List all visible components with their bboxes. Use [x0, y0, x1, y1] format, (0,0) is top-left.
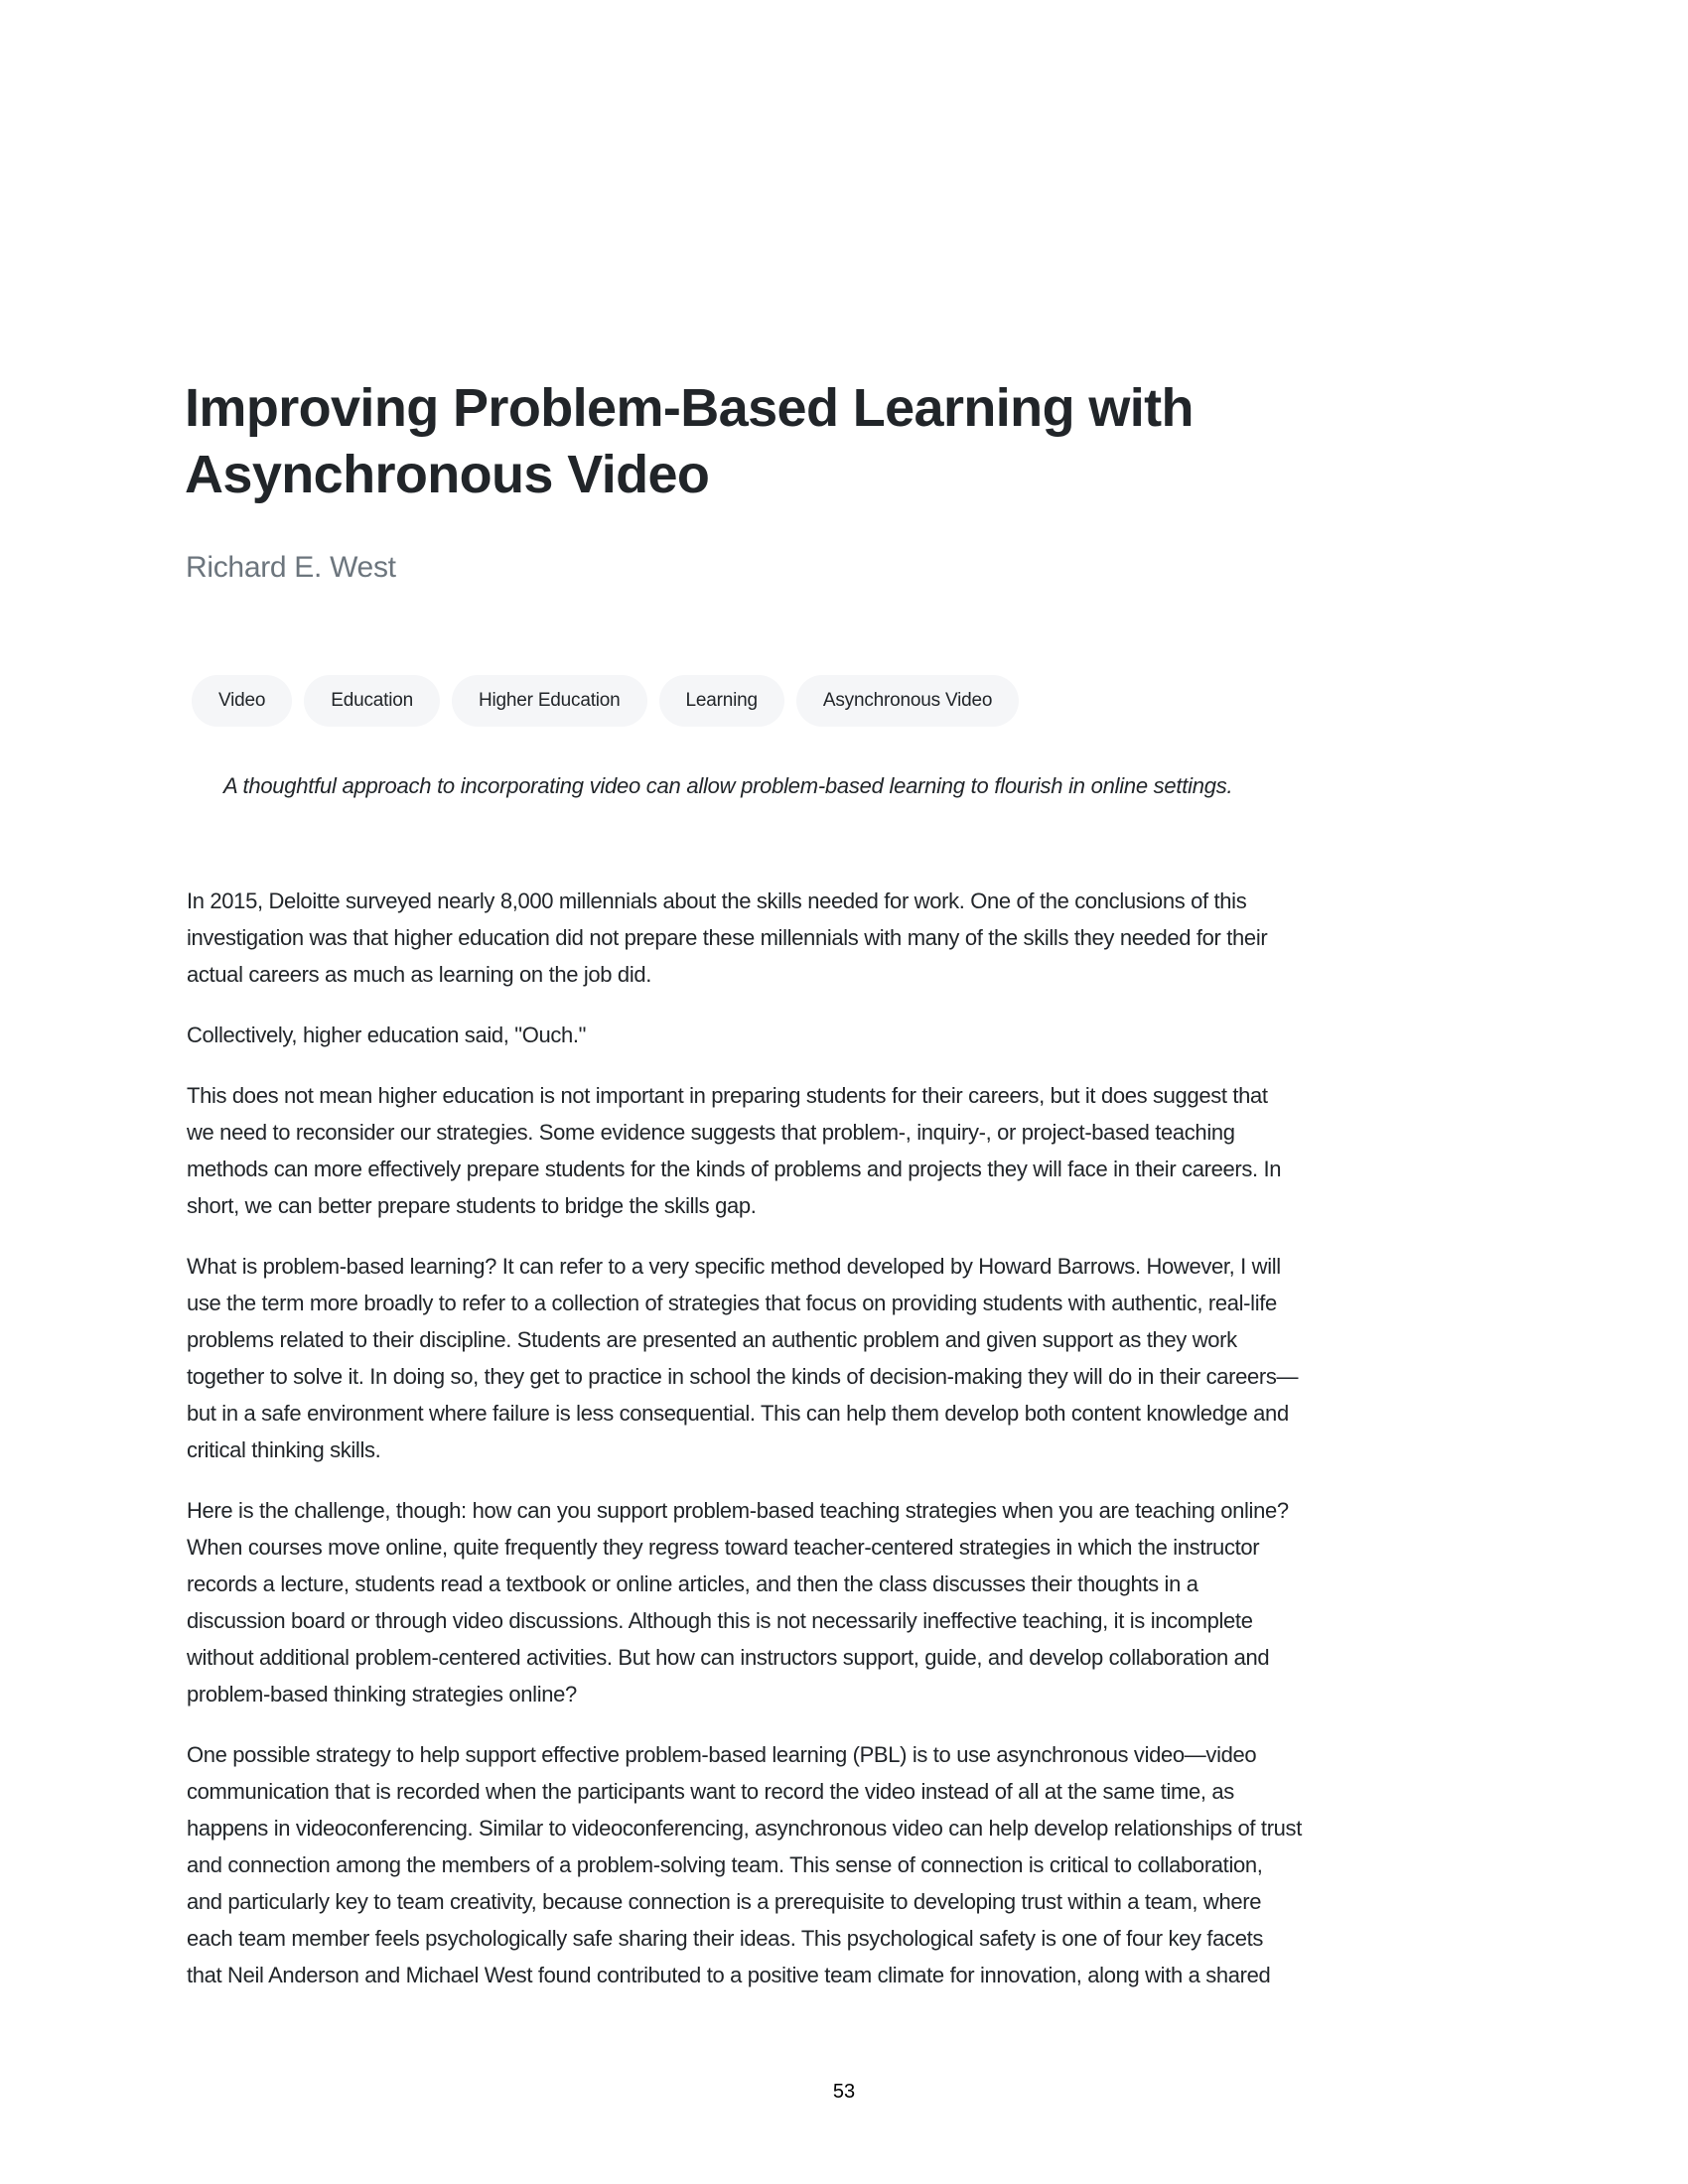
text-line: investigation was that higher education did not prepare these millennials with many of the skills they needed for their — [187, 925, 1268, 950]
tag-video[interactable]: Video — [192, 675, 292, 727]
text-line: use the term more broadly to refer to a collection of strategies that focus on providing students with authentic, real-life — [187, 1291, 1277, 1315]
text-line: records a lecture, students read a textbook or online articles, and then the class discusses their thoughts in a — [187, 1571, 1198, 1596]
text-line: When courses move online, quite frequently they regress toward teacher-centered strategies in which the instructor — [187, 1535, 1260, 1560]
text-line: and particularly key to team creativity, because connection is a prerequisite to developing trust within a team, where — [187, 1889, 1262, 1914]
article-body — [187, 883, 1517, 2017]
text-line: Collectively, higher education said, "Ouch." — [187, 1023, 587, 1047]
text-line: One possible strategy to help support effective problem-based learning (PBL) is to use asynchronous video—video — [187, 1742, 1257, 1767]
article-lead: A thoughtful approach to incorporating video can allow problem-based learning to flourish in online settings. — [223, 773, 1233, 798]
body-paragraph — [187, 1017, 1517, 1053]
tag-higher-education[interactable]: Higher Education — [452, 675, 647, 727]
article-title-line: Improving Problem-Based Learning with — [185, 378, 1194, 438]
body-paragraph — [187, 1077, 1517, 1224]
text-line: but in a safe environment where failure is less consequential. This can help them develop both content knowledge and — [187, 1401, 1289, 1426]
text-line: each team member feels psychologically safe sharing their ideas. This psychological safety is one of four key facets — [187, 1926, 1264, 1951]
page-number: 53 — [832, 2081, 856, 2103]
text-line: that Neil Anderson and Michael West found contributed to a positive team climate for innovation, along with a shared — [187, 1963, 1271, 1987]
text-line: problem-based thinking strategies online? — [187, 1682, 577, 1706]
text-line: discussion board or through video discussions. Although this is not necessarily ineffective teaching, it is incomplete — [187, 1608, 1253, 1633]
text-line: critical thinking skills. — [187, 1437, 381, 1462]
text-line: without additional problem-centered activities. But how can instructors support, guide, and develop collaboration and — [187, 1645, 1270, 1670]
body-paragraph — [187, 883, 1517, 993]
text-line: together to solve it. In doing so, they get to practice in school the kinds of decision-making they will do in their careers— — [187, 1364, 1299, 1389]
text-line: methods can more effectively prepare students for the kinds of problems and projects they will face in their careers. In — [187, 1157, 1282, 1181]
tag-learning[interactable]: Learning — [659, 675, 784, 727]
text-line: and connection among the members of a problem-solving team. This sense of connection is critical to collaboration, — [187, 1852, 1263, 1877]
article-title — [185, 375, 1515, 508]
text-line: This does not mean higher education is not important in preparing students for their careers, but it does suggest that — [187, 1083, 1268, 1108]
text-line: problems related to their discipline. Students are presented an authentic problem and given support as they work — [187, 1327, 1237, 1352]
text-line: In 2015, Deloitte surveyed nearly 8,000 millennials about the skills needed for work. One of the conclusions of this — [187, 888, 1247, 913]
tag-education[interactable]: Education — [304, 675, 440, 727]
text-line: What is problem-based learning? It can refer to a very specific method developed by Howard Barrows. However, I will — [187, 1254, 1281, 1279]
text-line: we need to reconsider our strategies. Some evidence suggests that problem-, inquiry-, or project-based teaching — [187, 1120, 1235, 1145]
article-title-line: Asynchronous Video — [185, 445, 710, 504]
text-line: Here is the challenge, though: how can you support problem-based teaching strategies when you are teaching online? — [187, 1498, 1289, 1523]
text-line: happens in videoconferencing. Similar to videoconferencing, asynchronous video can help develop relationships of trust — [187, 1816, 1302, 1841]
body-paragraph — [187, 1248, 1517, 1468]
text-line: actual careers as much as learning on the job did. — [187, 962, 652, 987]
tag-asynchronous-video[interactable]: Asynchronous Video — [796, 675, 1019, 727]
text-line: communication that is recorded when the participants want to record the video instead of all at the same time, as — [187, 1779, 1234, 1804]
text-line: short, we can better prepare students to bridge the skills gap. — [187, 1193, 757, 1218]
article-author: Richard E. West — [186, 551, 396, 584]
body-paragraph — [187, 1492, 1517, 1712]
body-paragraph — [187, 1736, 1517, 1993]
tag-list — [192, 675, 1019, 727]
